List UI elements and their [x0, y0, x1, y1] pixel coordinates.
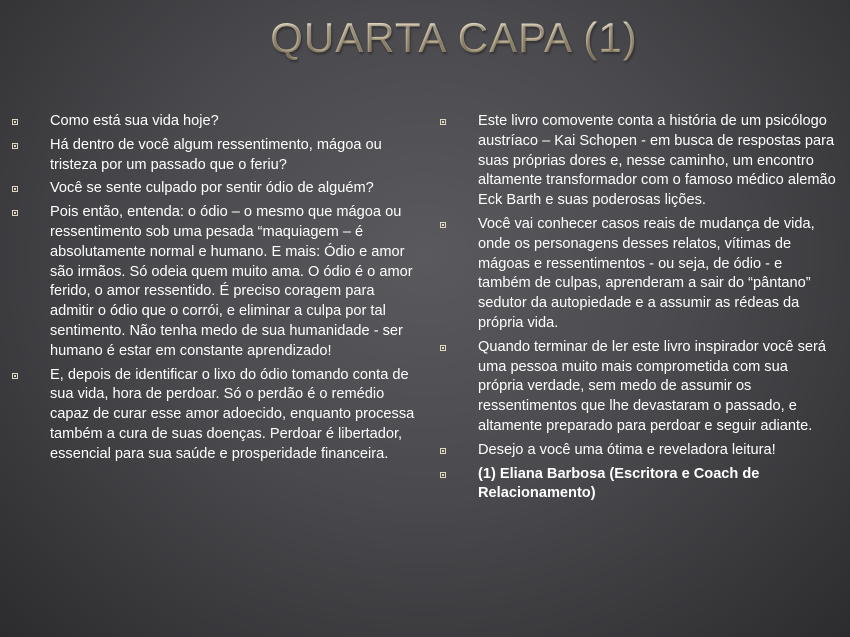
list-item	[438, 441, 836, 461]
square-bullet-icon	[12, 373, 18, 379]
square-bullet-icon	[12, 119, 18, 125]
list-item	[438, 215, 836, 334]
author-credit	[438, 465, 836, 505]
square-bullet-icon	[12, 186, 18, 192]
slide-title: QUARTA CAPA (1)	[0, 14, 850, 62]
list-item	[10, 179, 415, 199]
list-item	[10, 203, 415, 361]
list-item-text: E, depois de identificar o lixo do ódio tomando conta de sua vida, hora de perdoar. Só o perdão é o remédio capaz de curar esse amor adoecido, enquanto processa também a cura de suas doenças. Perdoar é libertador, essencial para sua saúde e prosperidade financeira.	[50, 366, 415, 462]
list-item-text: Há dentro de você algum ressentimento, mágoa ou tristeza por um passado que o feriu?	[50, 136, 382, 173]
square-bullet-icon	[440, 222, 446, 228]
list-item	[10, 366, 415, 465]
list-item	[10, 112, 415, 132]
square-bullet-icon	[440, 345, 446, 351]
list-item-text: Você se sente culpado por sentir ódio de alguém?	[50, 180, 374, 197]
list-item-text: Desejo a você uma ótima e reveladora leitura!	[478, 441, 776, 458]
list-item	[438, 338, 836, 437]
list-item-text: Como está sua vida hoje?	[50, 113, 219, 129]
right-column	[438, 112, 836, 508]
list-item-text: Quando terminar de ler este livro inspirador você será uma pessoa muito mais comprometida com sua própria verdade, sem medo de assumir os ressentimentos que lhe devastaram o passado, e altamente preparado para perdoar e seguir adiante.	[478, 338, 826, 434]
square-bullet-icon	[12, 143, 18, 149]
list-item-text: Você vai conhecer casos reais de mudança de vida, onde os personagens desses relatos, vítimas de mágoas e ressentimentos - ou seja, de ódio - e também de culpas, aprenderam a sair do “pântano” sedutor da autopiedade e a assumir as rédeas da própria vida.	[478, 215, 815, 331]
square-bullet-icon	[12, 210, 18, 216]
left-column	[10, 112, 415, 469]
square-bullet-icon	[440, 448, 446, 454]
square-bullet-icon	[440, 119, 446, 125]
author-credit-text: (1) Eliana Barbosa (Escritora e Coach de Relacionamento)	[478, 465, 760, 502]
list-item	[10, 136, 415, 176]
list-item-text: Este livro comovente conta a história de um psicólogo austríaco – Kai Schopen - em busca de respostas para suas próprias dores e, nesse caminho, um encontro altamente transformador com o famoso médico alemão Eck Barth e suas poderosas lições.	[478, 113, 836, 209]
list-item	[438, 112, 836, 211]
square-bullet-icon	[440, 472, 446, 478]
list-item-text: Pois então, entenda: o ódio – o mesmo que mágoa ou ressentimento sob uma pesada “maquiagem – é absolutamente normal e humano. E mais: Ódio e amor são irmãos. Só odeia quem muito ama. O ódio é o amor ferido, o amor ressentido. É preciso coragem para admitir o ódio que o corrói, e eliminar a culpa por tal sentimento. Não tenha medo de sua humanidade - ser humano é estar em constante aprendizado!	[50, 204, 413, 359]
